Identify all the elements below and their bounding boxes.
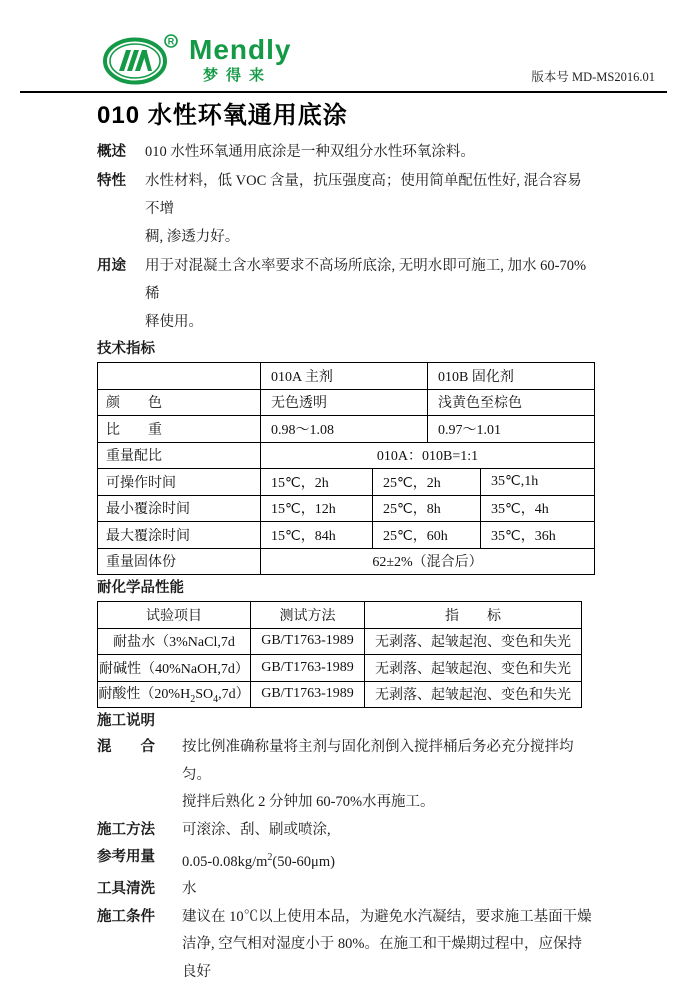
acid-method: GB/T1763-1989 xyxy=(251,681,365,708)
dosage-text xyxy=(182,844,594,876)
max-recoat-25c: 25℃，60h xyxy=(373,522,481,549)
chem-resistance-table xyxy=(97,601,582,708)
dosage-part2: (50-60μm) xyxy=(272,853,335,870)
ratio-label: 重量配比 xyxy=(98,442,261,469)
chem-header-method: 测试方法 xyxy=(251,602,365,629)
salt-method: GB/T1763-1989 xyxy=(251,628,365,655)
conditions-item xyxy=(97,904,594,986)
tech-header-empty-cell xyxy=(98,363,261,390)
table-row xyxy=(98,363,595,390)
cleaning-label: 工具清洗 xyxy=(97,881,155,898)
mendly-logo-icon xyxy=(102,33,184,87)
method-text: 可滚涂、刮、刷或喷涂, xyxy=(182,821,331,838)
gravity-b-value: 0.97～1.01 xyxy=(428,416,595,443)
usage-text xyxy=(145,252,594,336)
cleaning-item xyxy=(97,876,594,904)
document-content xyxy=(97,100,594,986)
table-row xyxy=(98,655,582,682)
pot-life-35c: 35℃,1h xyxy=(481,469,595,496)
conditions-line2: 洁净, 空气相对湿度小于 80%。在施工和干燥期过程中，应保持良好 xyxy=(182,936,582,980)
method-label: 施工方法 xyxy=(97,821,155,838)
color-a-value: 无色透明 xyxy=(261,389,428,416)
brand-logo xyxy=(102,33,291,87)
mixing-line2: 搅拌后熟化 2 分钟加 60-70%水再施工。 xyxy=(182,794,435,810)
header-divider xyxy=(20,91,667,93)
acid-result: 无剥落、起皱起泡、变色和失光 xyxy=(365,681,582,708)
features-line1: 水性材料，低 VOC 含量，抗压强度高；使用简单配伍性好, 混合容易不增 xyxy=(145,173,582,217)
gravity-label: 比 重 xyxy=(98,416,261,443)
pot-life-label: 可操作时间 xyxy=(98,469,261,496)
table-row xyxy=(98,602,582,629)
table-row xyxy=(98,522,595,549)
acid-item-sub2: 4 xyxy=(213,694,219,706)
usage-line1: 用于对混凝土含水率要求不高场所底涂, 无明水即可施工, 加水 60-70%稀 xyxy=(145,258,587,302)
dosage-superscript: 2 xyxy=(267,852,273,863)
ratio-value: 010A：010B=1:1 xyxy=(261,442,595,469)
dosage-part1: 0.05-0.08kg/m xyxy=(182,853,268,870)
alkali-item: 耐碱性（40%NaOH,7d） xyxy=(98,655,251,682)
min-recoat-25c: 25℃，8h xyxy=(373,495,481,522)
mixing-line1: 按比例准确称量将主剂与固化剂倒入搅拌桶后务必充分搅拌均匀。 xyxy=(182,739,574,783)
chem-header-index: 指 标 xyxy=(365,602,582,629)
table-row xyxy=(98,628,582,655)
section-usage xyxy=(97,252,594,336)
alkali-result: 无剥落、起皱起泡、变色和失光 xyxy=(365,655,582,682)
tech-col-a-header: 010A 主剂 xyxy=(261,363,428,390)
section-overview xyxy=(97,138,594,166)
acid-item xyxy=(98,681,251,708)
min-recoat-35c: 35℃，4h xyxy=(481,495,595,522)
overview-text: 010 水性环氧通用底涂是一种双组分水性环氧涂料。 xyxy=(145,144,475,160)
pot-life-15c: 15℃，2h xyxy=(261,469,373,496)
min-recoat-15c: 15℃，12h xyxy=(261,495,373,522)
chem-header-item: 试验项目 xyxy=(98,602,251,629)
tech-specs-heading: 技术指标 xyxy=(97,341,155,357)
conditions-line1: 建议在 10℃以上使用本品，为避免水汽凝结，要求施工基面干燥 xyxy=(182,908,592,925)
features-label: 特性 xyxy=(97,173,126,189)
color-b-value: 浅黄色至棕色 xyxy=(428,389,595,416)
section-features xyxy=(97,167,594,251)
conditions-text xyxy=(182,904,594,986)
method-item xyxy=(97,817,594,845)
page-title: 010 水性环氧通用底涂 xyxy=(97,102,348,129)
acid-item-part1: 耐酸性（20%H xyxy=(98,687,191,703)
table-row xyxy=(98,442,595,469)
dosage-item xyxy=(97,844,594,876)
tech-specs-table xyxy=(97,362,595,575)
features-line2: 稠, 渗透力好。 xyxy=(145,229,240,245)
alkali-method: GB/T1763-1989 xyxy=(251,655,365,682)
mixing-text xyxy=(182,734,594,817)
acid-item-sub1: 2 xyxy=(190,694,196,706)
construction-heading: 施工说明 xyxy=(97,713,155,729)
solids-value: 62±2%（混合后） xyxy=(261,548,595,575)
brand-wordmark xyxy=(189,34,292,85)
table-row xyxy=(98,469,595,496)
svg-text:R: R xyxy=(167,36,175,47)
mixing-label: 混 合 xyxy=(97,739,155,755)
table-row xyxy=(98,548,595,575)
conditions-label: 施工条件 xyxy=(97,908,155,925)
table-row xyxy=(98,389,595,416)
solids-label: 重量固体份 xyxy=(98,548,261,575)
cleaning-text: 水 xyxy=(182,881,197,898)
usage-line2: 释使用。 xyxy=(145,314,203,330)
max-recoat-label: 最大覆涂时间 xyxy=(98,522,261,549)
salt-result: 无剥落、起皱起泡、变色和失光 xyxy=(365,628,582,655)
acid-item-part3: ,7d） xyxy=(218,687,250,703)
salt-item: 耐盐水（3%NaCl,7d xyxy=(98,628,251,655)
acid-item-part2: SO xyxy=(195,687,214,703)
version-number: 版本号 MD-MS2016.01 xyxy=(531,70,655,84)
chem-resistance-heading: 耐化学品性能 xyxy=(97,580,184,596)
table-row xyxy=(98,681,582,708)
color-label: 颜 色 xyxy=(98,389,261,416)
min-recoat-label: 最小覆涂时间 xyxy=(98,495,261,522)
mixing-item xyxy=(97,734,594,817)
max-recoat-15c: 15℃，84h xyxy=(261,522,373,549)
dosage-label: 参考用量 xyxy=(97,849,155,865)
usage-label: 用途 xyxy=(97,258,126,274)
features-text xyxy=(145,167,594,251)
overview-label: 概述 xyxy=(97,144,126,160)
gravity-a-value: 0.98～1.08 xyxy=(261,416,428,443)
brand-name: Mendly xyxy=(189,34,292,65)
brand-name-chinese: 梦得来 xyxy=(203,67,273,84)
pot-life-25c: 25℃，2h xyxy=(373,469,481,496)
max-recoat-35c: 35℃，36h xyxy=(481,522,595,549)
tech-col-b-header: 010B 固化剂 xyxy=(428,363,595,390)
table-row xyxy=(98,495,595,522)
table-row xyxy=(98,416,595,443)
